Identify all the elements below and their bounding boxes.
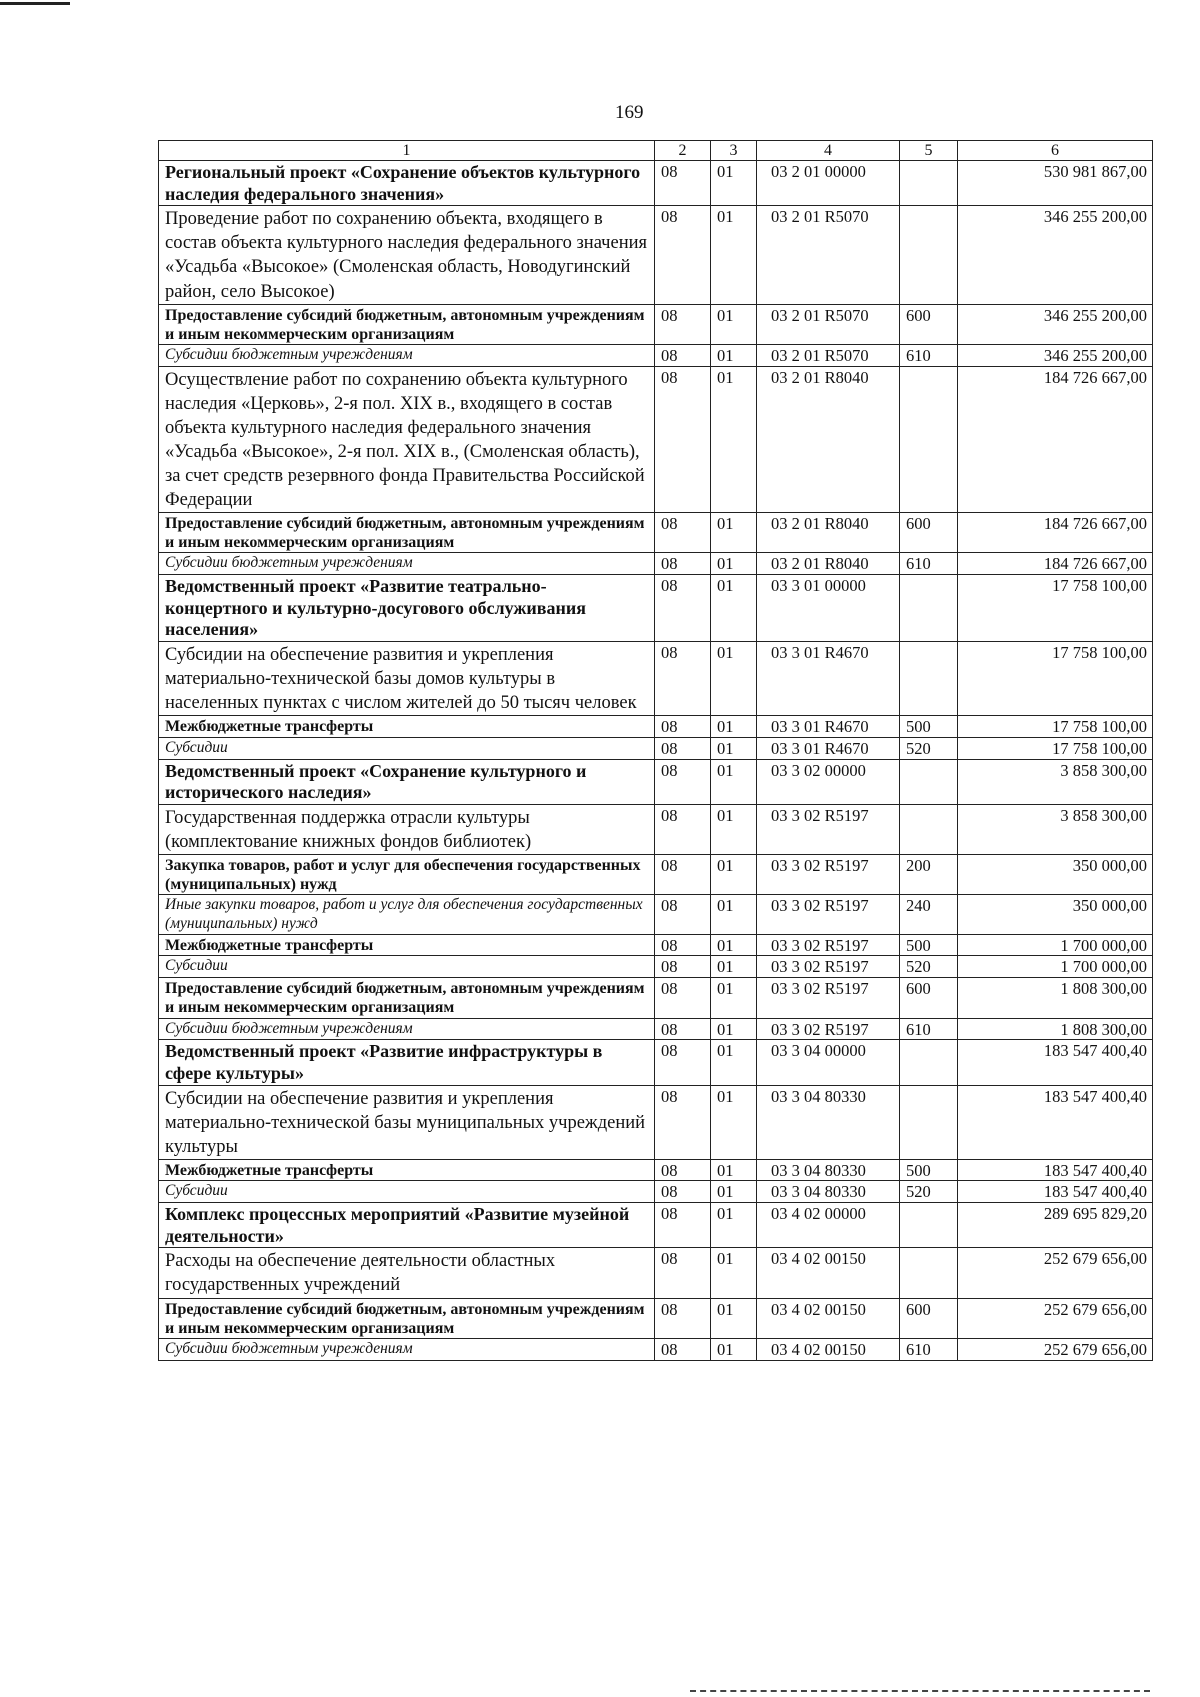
target-article-cell: 03 2 01 R8040: [757, 513, 900, 553]
section-code-cell: 08: [655, 1085, 711, 1159]
amount-cell: 184 726 667,00: [958, 553, 1153, 575]
table-row: [159, 934, 1153, 956]
table-row: [159, 1248, 1153, 1298]
target-article-cell: 03 3 02 00000: [757, 759, 900, 804]
row-name-cell: Субсидии: [159, 737, 655, 759]
row-name-cell: Предоставление субсидий бюджетным, автономным учреждениям и иным некоммерческим организациям: [159, 1298, 655, 1338]
section-code-cell: 08: [655, 1159, 711, 1181]
target-article-cell: 03 3 04 80330: [757, 1181, 900, 1203]
row-name-cell: Субсидии: [159, 956, 655, 978]
budget-table: [158, 140, 1153, 1361]
amount-cell: 183 547 400,40: [958, 1040, 1153, 1085]
column-header: 4: [757, 141, 900, 161]
section-code-cell: 08: [655, 366, 711, 512]
expense-type-cell: 520: [900, 1181, 958, 1203]
amount-cell: 1 700 000,00: [958, 934, 1153, 956]
section-code-cell: 08: [655, 1248, 711, 1298]
amount-cell: 346 255 200,00: [958, 344, 1153, 366]
row-name-cell: Субсидии бюджетным учреждениям: [159, 1338, 655, 1360]
table-row: [159, 575, 1153, 642]
table-row: [159, 1040, 1153, 1085]
expense-type-cell: 520: [900, 956, 958, 978]
row-name-cell: Предоставление субсидий бюджетным, автономным учреждениям и иным некоммерческим организациям: [159, 513, 655, 553]
expense-type-cell: 200: [900, 854, 958, 894]
target-article-cell: 03 3 01 00000: [757, 575, 900, 642]
row-name-cell: Ведомственный проект «Развитие инфраструктуры в сфере культуры»: [159, 1040, 655, 1085]
expense-type-cell: [900, 366, 958, 512]
section-code-cell: 08: [655, 978, 711, 1018]
target-article-cell: 03 3 02 R5197: [757, 804, 900, 854]
amount-cell: 17 758 100,00: [958, 575, 1153, 642]
table-row: [159, 737, 1153, 759]
amount-cell: 184 726 667,00: [958, 513, 1153, 553]
row-name-cell: Межбюджетные трансферты: [159, 1159, 655, 1181]
subsection-code-cell: 01: [711, 978, 757, 1018]
section-code-cell: 08: [655, 304, 711, 344]
table-row: [159, 553, 1153, 575]
row-name-cell: Субсидии: [159, 1181, 655, 1203]
row-name-cell: Комплекс процессных мероприятий «Развитие музейной деятельности»: [159, 1203, 655, 1248]
subsection-code-cell: 01: [711, 804, 757, 854]
row-name-cell: Закупка товаров, работ и услуг для обеспечения государственных (муниципальных) нужд: [159, 854, 655, 894]
table-row: [159, 854, 1153, 894]
expense-type-cell: [900, 575, 958, 642]
table-row: [159, 1018, 1153, 1040]
subsection-code-cell: 01: [711, 206, 757, 304]
table-row: [159, 716, 1153, 738]
amount-cell: 17 758 100,00: [958, 737, 1153, 759]
section-code-cell: 08: [655, 956, 711, 978]
expense-type-cell: 600: [900, 978, 958, 1018]
subsection-code-cell: 01: [711, 1338, 757, 1360]
amount-cell: 3 858 300,00: [958, 759, 1153, 804]
section-code-cell: 08: [655, 161, 711, 206]
subsection-code-cell: 01: [711, 1159, 757, 1181]
row-name-cell: Государственная поддержка отрасли культуры (комплектование книжных фондов библиотек): [159, 804, 655, 854]
amount-cell: 184 726 667,00: [958, 366, 1153, 512]
page-number: 169: [615, 102, 644, 123]
expense-type-cell: 600: [900, 1298, 958, 1338]
amount-cell: 346 255 200,00: [958, 206, 1153, 304]
section-code-cell: 08: [655, 737, 711, 759]
table-row: [159, 513, 1153, 553]
amount-cell: 17 758 100,00: [958, 641, 1153, 715]
subsection-code-cell: 01: [711, 737, 757, 759]
row-name-cell: Иные закупки товаров, работ и услуг для обеспечения государственных (муниципальных) нужд: [159, 895, 655, 934]
table-row: [159, 895, 1153, 934]
subsection-code-cell: 01: [711, 1298, 757, 1338]
column-header: 1: [159, 141, 655, 161]
section-code-cell: 08: [655, 716, 711, 738]
row-name-cell: Межбюджетные трансферты: [159, 934, 655, 956]
expense-type-cell: 500: [900, 934, 958, 956]
section-code-cell: 08: [655, 1018, 711, 1040]
subsection-code-cell: 01: [711, 366, 757, 512]
target-article-cell: 03 2 01 R5070: [757, 206, 900, 304]
amount-cell: 1 808 300,00: [958, 978, 1153, 1018]
subsection-code-cell: 01: [711, 1040, 757, 1085]
column-header: 6: [958, 141, 1153, 161]
table-row: [159, 1181, 1153, 1203]
expense-type-cell: [900, 759, 958, 804]
target-article-cell: 03 3 02 R5197: [757, 978, 900, 1018]
row-name-cell: Субсидии бюджетным учреждениям: [159, 344, 655, 366]
section-code-cell: 08: [655, 1181, 711, 1203]
table-row: [159, 366, 1153, 512]
subsection-code-cell: 01: [711, 716, 757, 738]
section-code-cell: 08: [655, 854, 711, 894]
target-article-cell: 03 3 04 00000: [757, 1040, 900, 1085]
expense-type-cell: 610: [900, 344, 958, 366]
subsection-code-cell: 01: [711, 895, 757, 934]
subsection-code-cell: 01: [711, 304, 757, 344]
subsection-code-cell: 01: [711, 1018, 757, 1040]
amount-cell: 350 000,00: [958, 854, 1153, 894]
section-code-cell: 08: [655, 641, 711, 715]
expense-type-cell: [900, 1203, 958, 1248]
target-article-cell: 03 4 02 00150: [757, 1248, 900, 1298]
target-article-cell: 03 3 02 R5197: [757, 1018, 900, 1040]
expense-type-cell: 600: [900, 513, 958, 553]
table-row: [159, 759, 1153, 804]
subsection-code-cell: 01: [711, 553, 757, 575]
target-article-cell: 03 4 02 00150: [757, 1298, 900, 1338]
expense-type-cell: 500: [900, 1159, 958, 1181]
section-code-cell: 08: [655, 804, 711, 854]
row-name-cell: Ведомственный проект «Сохранение культурного и исторического наследия»: [159, 759, 655, 804]
section-code-cell: 08: [655, 344, 711, 366]
scan-bottom-dashes: [690, 1690, 1150, 1692]
section-code-cell: 08: [655, 513, 711, 553]
amount-cell: 350 000,00: [958, 895, 1153, 934]
subsection-code-cell: 01: [711, 854, 757, 894]
target-article-cell: 03 4 02 00000: [757, 1203, 900, 1248]
column-header: 5: [900, 141, 958, 161]
expense-type-cell: [900, 804, 958, 854]
row-name-cell: Субсидии бюджетным учреждениям: [159, 553, 655, 575]
subsection-code-cell: 01: [711, 1181, 757, 1203]
table-row: [159, 804, 1153, 854]
row-name-cell: Расходы на обеспечение деятельности областных государственных учреждений: [159, 1248, 655, 1298]
subsection-code-cell: 01: [711, 1085, 757, 1159]
target-article-cell: 03 2 01 R8040: [757, 366, 900, 512]
expense-type-cell: [900, 206, 958, 304]
subsection-code-cell: 01: [711, 344, 757, 366]
row-name-cell: Предоставление субсидий бюджетным, автономным учреждениям и иным некоммерческим организациям: [159, 978, 655, 1018]
subsection-code-cell: 01: [711, 759, 757, 804]
row-name-cell: Региональный проект «Сохранение объектов культурного наследия федерального значения»: [159, 161, 655, 206]
row-name-cell: Межбюджетные трансферты: [159, 716, 655, 738]
section-code-cell: 08: [655, 1040, 711, 1085]
column-header: 3: [711, 141, 757, 161]
subsection-code-cell: 01: [711, 575, 757, 642]
expense-type-cell: 600: [900, 304, 958, 344]
expense-type-cell: 610: [900, 1018, 958, 1040]
subsection-code-cell: 01: [711, 513, 757, 553]
expense-type-cell: [900, 641, 958, 715]
expense-type-cell: [900, 1248, 958, 1298]
table-row: [159, 304, 1153, 344]
row-name-cell: Субсидии на обеспечение развития и укрепления материально-технической базы муниципальных учреждений культуры: [159, 1085, 655, 1159]
row-name-cell: Осуществление работ по сохранению объекта культурного наследия «Церковь», 2-я пол. XIX в., входящего в состав объекта культурного наследия федерального значения «Усадьба «Высокое», 2-я пол. XIX в., (Смоленская область), за счет средств резервного фонда Правительства Российской Федерации: [159, 366, 655, 512]
expense-type-cell: [900, 1085, 958, 1159]
expense-type-cell: 240: [900, 895, 958, 934]
row-name-cell: Субсидии на обеспечение развития и укрепления материально-технической базы домов культуры в населенных пунктах с числом жителей до 50 тысяч человек: [159, 641, 655, 715]
amount-cell: 183 547 400,40: [958, 1085, 1153, 1159]
table-row: [159, 206, 1153, 304]
table-row: [159, 1338, 1153, 1360]
target-article-cell: 03 3 02 R5197: [757, 895, 900, 934]
table-row: [159, 344, 1153, 366]
amount-cell: 1 808 300,00: [958, 1018, 1153, 1040]
column-header: 2: [655, 141, 711, 161]
amount-cell: 183 547 400,40: [958, 1181, 1153, 1203]
section-code-cell: 08: [655, 1338, 711, 1360]
expense-type-cell: 520: [900, 737, 958, 759]
target-article-cell: 03 4 02 00150: [757, 1338, 900, 1360]
target-article-cell: 03 3 04 80330: [757, 1085, 900, 1159]
subsection-code-cell: 01: [711, 934, 757, 956]
subsection-code-cell: 01: [711, 161, 757, 206]
target-article-cell: 03 3 02 R5197: [757, 934, 900, 956]
amount-cell: 252 679 656,00: [958, 1298, 1153, 1338]
target-article-cell: 03 2 01 R8040: [757, 553, 900, 575]
subsection-code-cell: 01: [711, 641, 757, 715]
subsection-code-cell: 01: [711, 1248, 757, 1298]
subsection-code-cell: 01: [711, 956, 757, 978]
amount-cell: 289 695 829,20: [958, 1203, 1153, 1248]
amount-cell: 346 255 200,00: [958, 304, 1153, 344]
target-article-cell: 03 3 01 R4670: [757, 737, 900, 759]
amount-cell: 530 981 867,00: [958, 161, 1153, 206]
target-article-cell: 03 3 04 80330: [757, 1159, 900, 1181]
target-article-cell: 03 3 01 R4670: [757, 641, 900, 715]
section-code-cell: 08: [655, 759, 711, 804]
section-code-cell: 08: [655, 1298, 711, 1338]
target-article-cell: 03 2 01 R5070: [757, 304, 900, 344]
expense-type-cell: 610: [900, 1338, 958, 1360]
row-name-cell: Субсидии бюджетным учреждениям: [159, 1018, 655, 1040]
section-code-cell: 08: [655, 206, 711, 304]
table-row: [159, 1159, 1153, 1181]
amount-cell: 3 858 300,00: [958, 804, 1153, 854]
amount-cell: 1 700 000,00: [958, 956, 1153, 978]
table-row: [159, 956, 1153, 978]
expense-type-cell: 610: [900, 553, 958, 575]
expense-type-cell: [900, 1040, 958, 1085]
amount-cell: 183 547 400,40: [958, 1159, 1153, 1181]
table-header-row: [159, 141, 1153, 161]
target-article-cell: 03 3 01 R4670: [757, 716, 900, 738]
scan-corner-line: [0, 2, 70, 5]
expense-type-cell: [900, 161, 958, 206]
amount-cell: 252 679 656,00: [958, 1338, 1153, 1360]
section-code-cell: 08: [655, 575, 711, 642]
table-row: [159, 161, 1153, 206]
amount-cell: 252 679 656,00: [958, 1248, 1153, 1298]
target-article-cell: 03 2 01 R5070: [757, 344, 900, 366]
section-code-cell: 08: [655, 934, 711, 956]
table-row: [159, 1085, 1153, 1159]
section-code-cell: 08: [655, 553, 711, 575]
budget-table-body: [159, 141, 1153, 1361]
amount-cell: 17 758 100,00: [958, 716, 1153, 738]
table-row: [159, 1298, 1153, 1338]
table-row: [159, 641, 1153, 715]
target-article-cell: 03 3 02 R5197: [757, 854, 900, 894]
table-row: [159, 1203, 1153, 1248]
expense-type-cell: 500: [900, 716, 958, 738]
row-name-cell: Предоставление субсидий бюджетным, автономным учреждениям и иным некоммерческим организациям: [159, 304, 655, 344]
row-name-cell: Проведение работ по сохранению объекта, входящего в состав объекта культурного наследия федерального значения «Усадьба «Высокое» (Смоленская область, Новодугинский район, село Высокое): [159, 206, 655, 304]
table-row: [159, 978, 1153, 1018]
section-code-cell: 08: [655, 1203, 711, 1248]
subsection-code-cell: 01: [711, 1203, 757, 1248]
target-article-cell: 03 3 02 R5197: [757, 956, 900, 978]
section-code-cell: 08: [655, 895, 711, 934]
target-article-cell: 03 2 01 00000: [757, 161, 900, 206]
row-name-cell: Ведомственный проект «Развитие театрально-концертного и культурно-досугового обслуживания населения»: [159, 575, 655, 642]
